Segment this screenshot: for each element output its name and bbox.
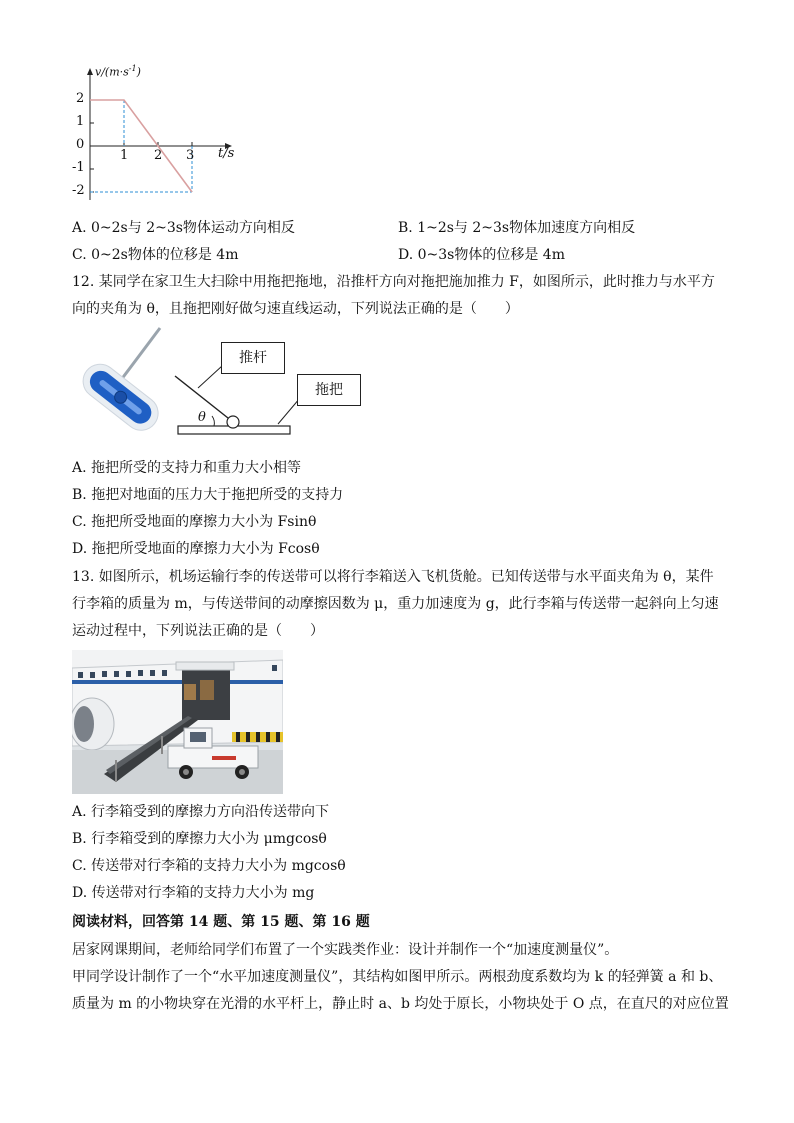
q12-option-d: D. 拖把所受地面的摩擦力大小为 Fcosθ	[72, 541, 320, 557]
theta-arc	[212, 416, 214, 426]
q12-option-a: A. 拖把所受的支持力和重力大小相等	[72, 460, 302, 476]
mop-head-circle	[227, 416, 239, 428]
q12-option-b: B. 拖把对地面的压力大于拖把所受的支持力	[72, 487, 344, 503]
y-axis-label: $v/(m\cdot s^{-1})$	[95, 64, 141, 79]
q11-option-b: B. 1~2s与 2~3s物体加速度方向相反	[398, 220, 636, 236]
y-tick-neg2: -2	[72, 183, 85, 198]
x-tick-2: 2	[154, 148, 163, 163]
y-axis-arrow	[87, 68, 93, 75]
q13-stem-line2: 行李箱的质量为 m，与传送带间的动摩擦因数为 μ，重力加速度为 g，此行李箱与传送带一起斜向上匀速	[72, 596, 719, 612]
reading-para2-line1: 甲同学设计制作了一个“水平加速度测量仪”，其结构如图甲所示。两根劲度系数均为 k 的轻弹簧 a 和 b、	[72, 969, 723, 985]
reading-heading: 阅读材料，回答第 14 题、第 15 题、第 16 题	[72, 914, 370, 930]
q12-option-c: C. 拖把所受地面的摩擦力大小为 Fsinθ	[72, 514, 317, 530]
y-tick-0: 0	[76, 137, 85, 152]
q13-option-c: C. 传送带对行李箱的支持力大小为 mgcosθ	[72, 858, 346, 874]
y-tick-2: 2	[76, 91, 85, 106]
y-tick-neg1: -1	[72, 160, 85, 175]
q13-option-d: D. 传送带对行李箱的支持力大小为 mg	[72, 885, 315, 901]
mop-photo	[72, 326, 172, 446]
vt-graph-svg	[70, 60, 250, 210]
x-tick-1: 1	[120, 148, 129, 163]
x-axis-label: t/s	[218, 146, 235, 161]
y-tick-1: 1	[76, 114, 85, 129]
reading-para1: 居家网课期间，老师给同学们布置了一个实践类作业：设计并制作一个“加速度测量仪”。	[72, 942, 619, 958]
q13-stem-line3: 运动过程中，下列说法正确的是（ ）	[72, 623, 324, 639]
vt-graph	[70, 60, 250, 210]
reading-para2-line2: 质量为 m 的小物块穿在光滑的水平杆上，静止时 a、b 均处于原长，小物块处于 O 点，在直尺的对应位置	[72, 996, 729, 1012]
theta-label: θ	[198, 410, 206, 425]
q12-stem-line2: 向的夹角为 θ，且拖把刚好做匀速直线运动，下列说法正确的是（ ）	[72, 301, 519, 317]
q11-option-d: D. 0~3s物体的位移是 4m	[398, 247, 565, 263]
q11-option-a: A. 0~2s与 2~3s物体运动方向相反	[72, 220, 295, 236]
q13-option-b: B. 行李箱受到的摩擦力大小为 μmgcosθ	[72, 831, 327, 847]
q13-stem-line1: 13. 如图所示，机场运输行李的传送带可以将行李箱送入飞机货舱。已知传送带与水平面夹角为 θ，某件	[72, 569, 714, 585]
label-mop: 拖把	[297, 374, 361, 406]
x-tick-3: 3	[186, 148, 195, 163]
callout-line-pole	[198, 366, 222, 388]
q11-option-c: C. 0~2s物体的位移是 4m	[72, 247, 239, 263]
label-pole: 推杆	[221, 342, 285, 374]
q13-option-a: A. 行李箱受到的摩擦力方向沿传送带向下	[72, 804, 330, 820]
q12-stem-line1: 12. 某同学在家卫生大扫除中用拖把拖地，沿推杆方向对拖把施加推力 F，如图所示，此时推力与水平方	[72, 274, 715, 290]
conveyor-photo	[72, 650, 283, 794]
